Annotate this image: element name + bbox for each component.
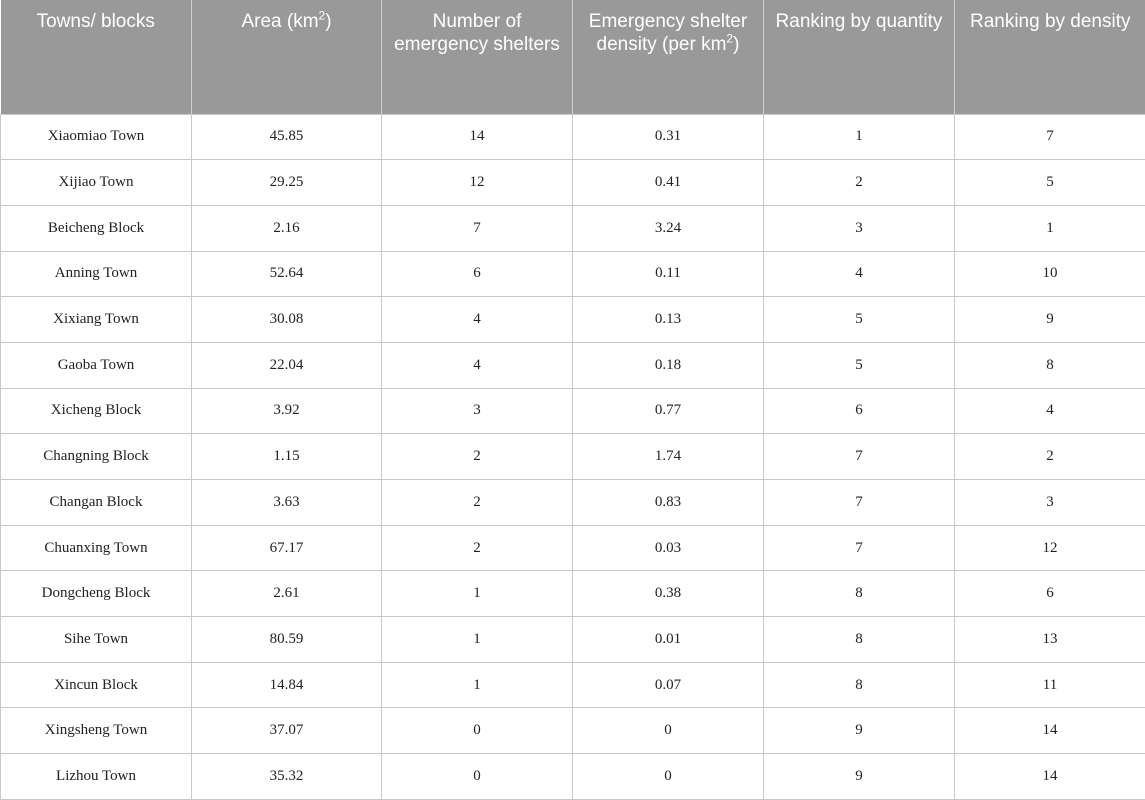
- rank-quantity-cell: 5: [764, 297, 955, 343]
- density-cell: 0.03: [573, 525, 764, 571]
- area-cell: 2.16: [192, 205, 382, 251]
- area-cell: 80.59: [192, 617, 382, 663]
- area-cell: 35.32: [192, 754, 382, 800]
- rank-quantity-cell: 9: [764, 708, 955, 754]
- table-row: [1, 114, 1145, 160]
- area-cell: 37.07: [192, 708, 382, 754]
- rank-quantity-cell: 7: [764, 480, 955, 526]
- area-cell: 67.17: [192, 525, 382, 571]
- density-cell: 0.13: [573, 297, 764, 343]
- density-cell: 0.11: [573, 251, 764, 297]
- town-cell: Dongcheng Block: [1, 571, 192, 617]
- table-row: [1, 251, 1145, 297]
- table-row: [1, 708, 1145, 754]
- rank-density-cell: 6: [955, 571, 1145, 617]
- density-cell: 0.77: [573, 388, 764, 434]
- shelter-count-cell: 4: [382, 342, 573, 388]
- density-cell: 0.07: [573, 662, 764, 708]
- header-ranking-quantity: Ranking by quantity: [764, 0, 955, 114]
- table-row: [1, 662, 1145, 708]
- density-cell: 1.74: [573, 434, 764, 480]
- town-cell: Xincun Block: [1, 662, 192, 708]
- shelter-count-cell: 4: [382, 297, 573, 343]
- table-row: [1, 525, 1145, 571]
- rank-quantity-cell: 4: [764, 251, 955, 297]
- shelter-count-cell: 1: [382, 571, 573, 617]
- town-cell: Xixiang Town: [1, 297, 192, 343]
- table-row: [1, 754, 1145, 800]
- rank-quantity-cell: 8: [764, 571, 955, 617]
- shelter-count-cell: 0: [382, 708, 573, 754]
- town-cell: Gaoba Town: [1, 342, 192, 388]
- header-area: Area $(km^2)$: [192, 0, 382, 114]
- shelter-count-cell: 3: [382, 388, 573, 434]
- header-shelter-density: Emergency shelter density (per $km^2$): [573, 0, 764, 114]
- header-row: [1, 0, 1145, 114]
- rank-quantity-cell: 6: [764, 388, 955, 434]
- rank-density-cell: 1: [955, 205, 1145, 251]
- density-cell: 0.38: [573, 571, 764, 617]
- shelter-count-cell: 6: [382, 251, 573, 297]
- table-row: [1, 388, 1145, 434]
- table-row: [1, 480, 1145, 526]
- table-row: [1, 160, 1145, 206]
- town-cell: Beicheng Block: [1, 205, 192, 251]
- area-cell: 45.85: [192, 114, 382, 160]
- area-cell: 1.15: [192, 434, 382, 480]
- density-cell: 0: [573, 708, 764, 754]
- rank-density-cell: 9: [955, 297, 1145, 343]
- town-cell: Xingsheng Town: [1, 708, 192, 754]
- shelter-count-cell: 0: [382, 754, 573, 800]
- density-cell: 0.41: [573, 160, 764, 206]
- rank-quantity-cell: 8: [764, 617, 955, 663]
- table-row: [1, 205, 1145, 251]
- shelter-count-cell: 14: [382, 114, 573, 160]
- table-header: [1, 0, 1145, 114]
- density-cell: 0.83: [573, 480, 764, 526]
- density-cell: 0.01: [573, 617, 764, 663]
- rank-density-cell: 4: [955, 388, 1145, 434]
- rank-quantity-cell: 9: [764, 754, 955, 800]
- town-cell: Changning Block: [1, 434, 192, 480]
- rank-density-cell: 11: [955, 662, 1145, 708]
- town-cell: Changan Block: [1, 480, 192, 526]
- area-cell: 3.92: [192, 388, 382, 434]
- area-cell: 52.64: [192, 251, 382, 297]
- town-cell: Xicheng Block: [1, 388, 192, 434]
- town-cell: Lizhou Town: [1, 754, 192, 800]
- town-cell: Xiaomiao Town: [1, 114, 192, 160]
- shelter-count-cell: 12: [382, 160, 573, 206]
- area-cell: 14.84: [192, 662, 382, 708]
- table-row: [1, 571, 1145, 617]
- rank-density-cell: 14: [955, 754, 1145, 800]
- density-cell: 0.18: [573, 342, 764, 388]
- area-cell: 29.25: [192, 160, 382, 206]
- table-body: [1, 114, 1145, 799]
- rank-quantity-cell: 3: [764, 205, 955, 251]
- header-number-of-shelters: Number of emergency shelters: [382, 0, 573, 114]
- area-cell: 2.61: [192, 571, 382, 617]
- rank-quantity-cell: 5: [764, 342, 955, 388]
- rank-quantity-cell: 7: [764, 525, 955, 571]
- rank-quantity-cell: 8: [764, 662, 955, 708]
- header-ranking-density: Ranking by density: [955, 0, 1145, 114]
- rank-density-cell: 10: [955, 251, 1145, 297]
- rank-density-cell: 2: [955, 434, 1145, 480]
- rank-density-cell: 8: [955, 342, 1145, 388]
- shelter-count-cell: 1: [382, 662, 573, 708]
- rank-density-cell: 5: [955, 160, 1145, 206]
- shelter-count-cell: 7: [382, 205, 573, 251]
- area-cell: 22.04: [192, 342, 382, 388]
- shelter-count-cell: 2: [382, 480, 573, 526]
- table-row: [1, 617, 1145, 663]
- town-cell: Xijiao Town: [1, 160, 192, 206]
- shelter-count-cell: 1: [382, 617, 573, 663]
- density-cell: 3.24: [573, 205, 764, 251]
- town-cell: Chuanxing Town: [1, 525, 192, 571]
- density-cell: 0: [573, 754, 764, 800]
- rank-quantity-cell: 7: [764, 434, 955, 480]
- table-row: [1, 342, 1145, 388]
- shelter-count-cell: 2: [382, 525, 573, 571]
- area-cell: 30.08: [192, 297, 382, 343]
- town-cell: Sihe Town: [1, 617, 192, 663]
- density-cell: 0.31: [573, 114, 764, 160]
- rank-quantity-cell: 2: [764, 160, 955, 206]
- town-cell: Anning Town: [1, 251, 192, 297]
- rank-density-cell: 3: [955, 480, 1145, 526]
- rank-density-cell: 7: [955, 114, 1145, 160]
- rank-quantity-cell: 1: [764, 114, 955, 160]
- area-cell: 3.63: [192, 480, 382, 526]
- table-row: [1, 434, 1145, 480]
- rank-density-cell: 13: [955, 617, 1145, 663]
- shelter-count-cell: 2: [382, 434, 573, 480]
- table-row: [1, 297, 1145, 343]
- rank-density-cell: 14: [955, 708, 1145, 754]
- rank-density-cell: 12: [955, 525, 1145, 571]
- header-towns-blocks: Towns/ blocks: [1, 0, 192, 114]
